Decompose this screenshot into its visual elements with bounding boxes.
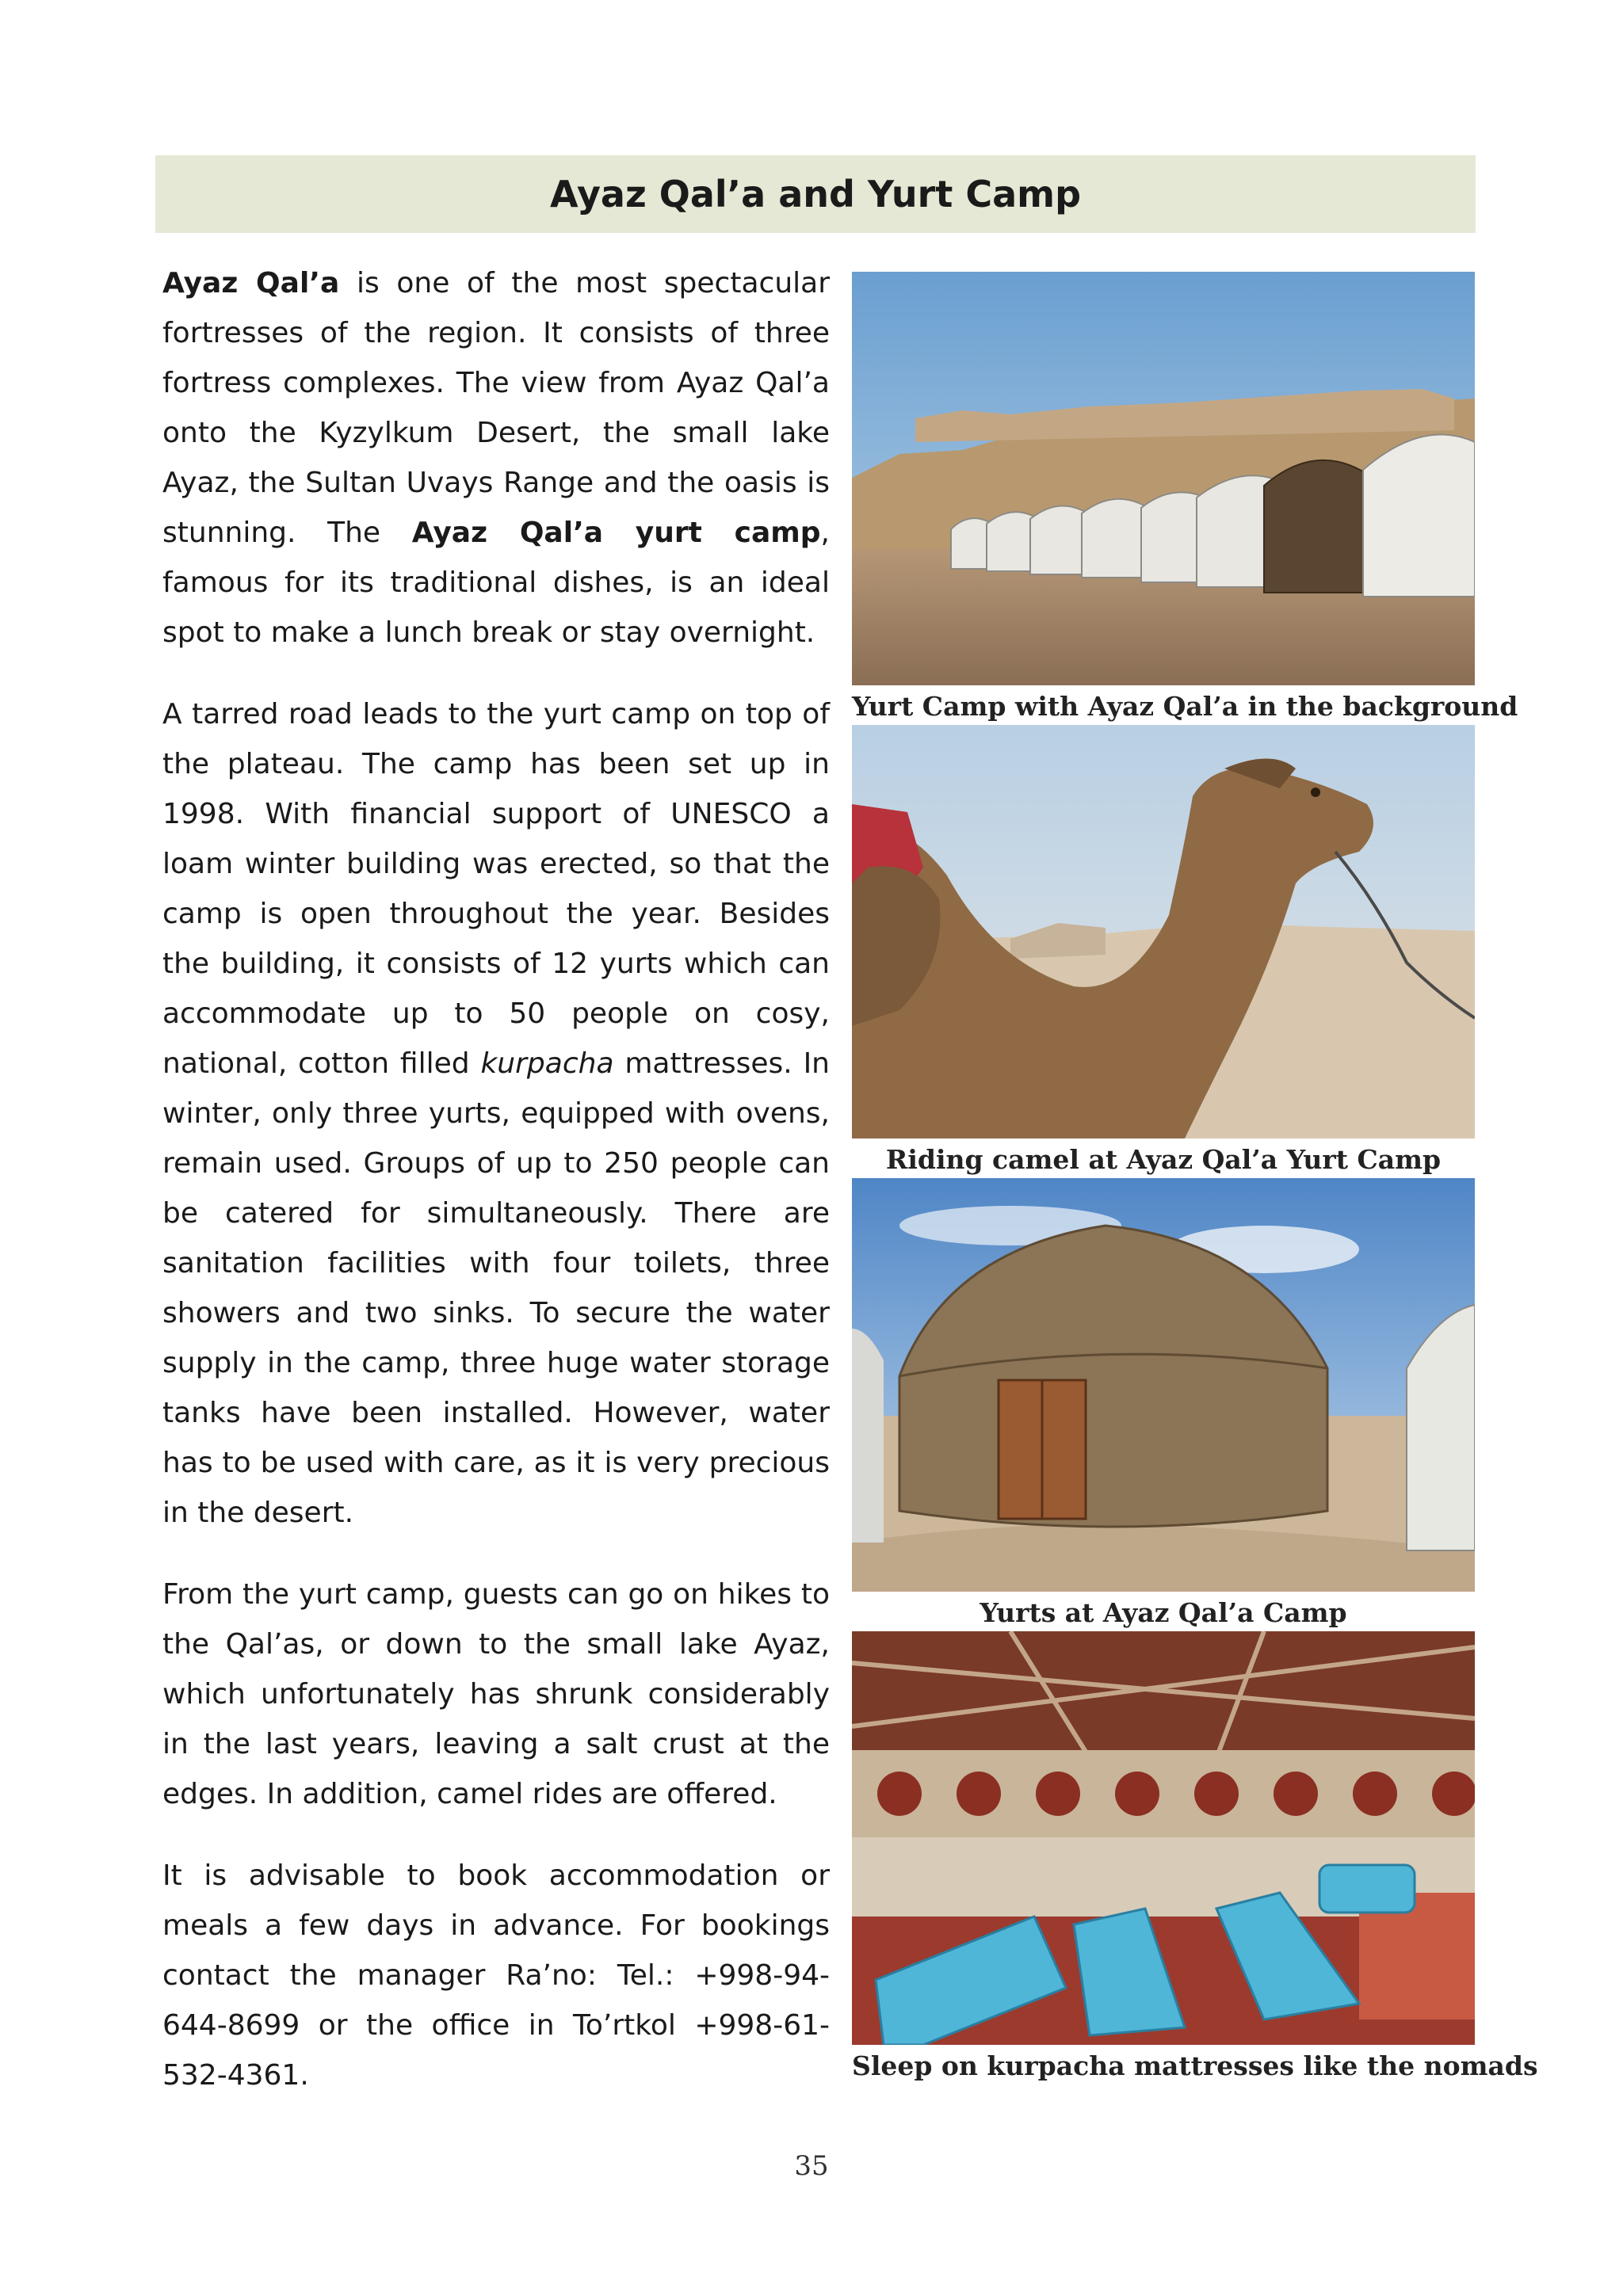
caption-2: Riding camel at Ayaz Qal’a Yurt Camp (885, 1144, 1442, 1175)
text-span: A tarred road leads to the yurt camp on top of the plateau. The camp has been set up in 1998. With financial support of UNESCO a loam winter building was erected, so that the camp is open throughout the year. Besides the building, it consists of 12 yurts which can accommodate up to 50 people on cosy, national, cotton filled (162, 698, 830, 1080)
title-bar (155, 155, 1476, 233)
paragraph-4: It is advisable to book accommodation or meals a few days in advance. For bookings contact the manager Ra’no: Tel.: +998-94-644-8699 or the office in To’rtkol +998-61-532-4361. (162, 1859, 830, 2092)
text-span: , famous for its traditional dishes, is an ideal spot to make a lunch break or stay overnight. (162, 517, 830, 649)
text-span: mattresses. In winter, only three yurts, equipped with ovens, remain used. Groups of up to 250 people can be catered for simultaneously. There are sanitation facilities with four toilets, three showers and two sinks. To secure the water supply in the camp, three huge water storage tanks have been installed. However, water has to be used with care, as it is very precious in the desert. (162, 1047, 830, 1529)
paragraph-2 (162, 689, 830, 1538)
paragraph-3: From the yurt camp, guests can go on hikes to the Qal’as, or down to the small lake Ayaz, which unfortunately has shrunk considerably in the last years, leaving a salt crust at the edges. In addition, camel rides are offered. (162, 1578, 830, 1810)
page-number: 35 (794, 2150, 829, 2182)
bold-ayaz-qala: Ayaz Qal’a (162, 267, 340, 299)
photo-brown-yurt (852, 1178, 1475, 1592)
caption-3: Yurts at Ayaz Qal’a Camp (980, 1597, 1347, 1628)
caption-4: Sleep on kurpacha mattresses like the nomads (852, 2050, 1538, 2081)
bold-yurt-camp: Ayaz Qal’a yurt camp (411, 517, 821, 549)
text-span: is one of the most spectacular fortresses of the region. It consists of three fortress complexes. The view from Ayaz Qal’a onto the Kyzylkum Desert, the small lake Ayaz, the Sultan Uvays Range and the oasis is stunning. The (162, 267, 830, 549)
article-text (162, 258, 830, 2132)
photo-yurt-interior (852, 1631, 1475, 2045)
caption-1: Yurt Camp with Ayaz Qal’a in the background (852, 691, 1518, 722)
paragraph-1 (162, 258, 830, 658)
photo-yurt-camp (852, 272, 1475, 685)
photo-camel (852, 725, 1475, 1138)
italic-kurpacha: kurpacha (480, 1047, 614, 1080)
page-title: Ayaz Qal’a and Yurt Camp (549, 173, 1081, 215)
